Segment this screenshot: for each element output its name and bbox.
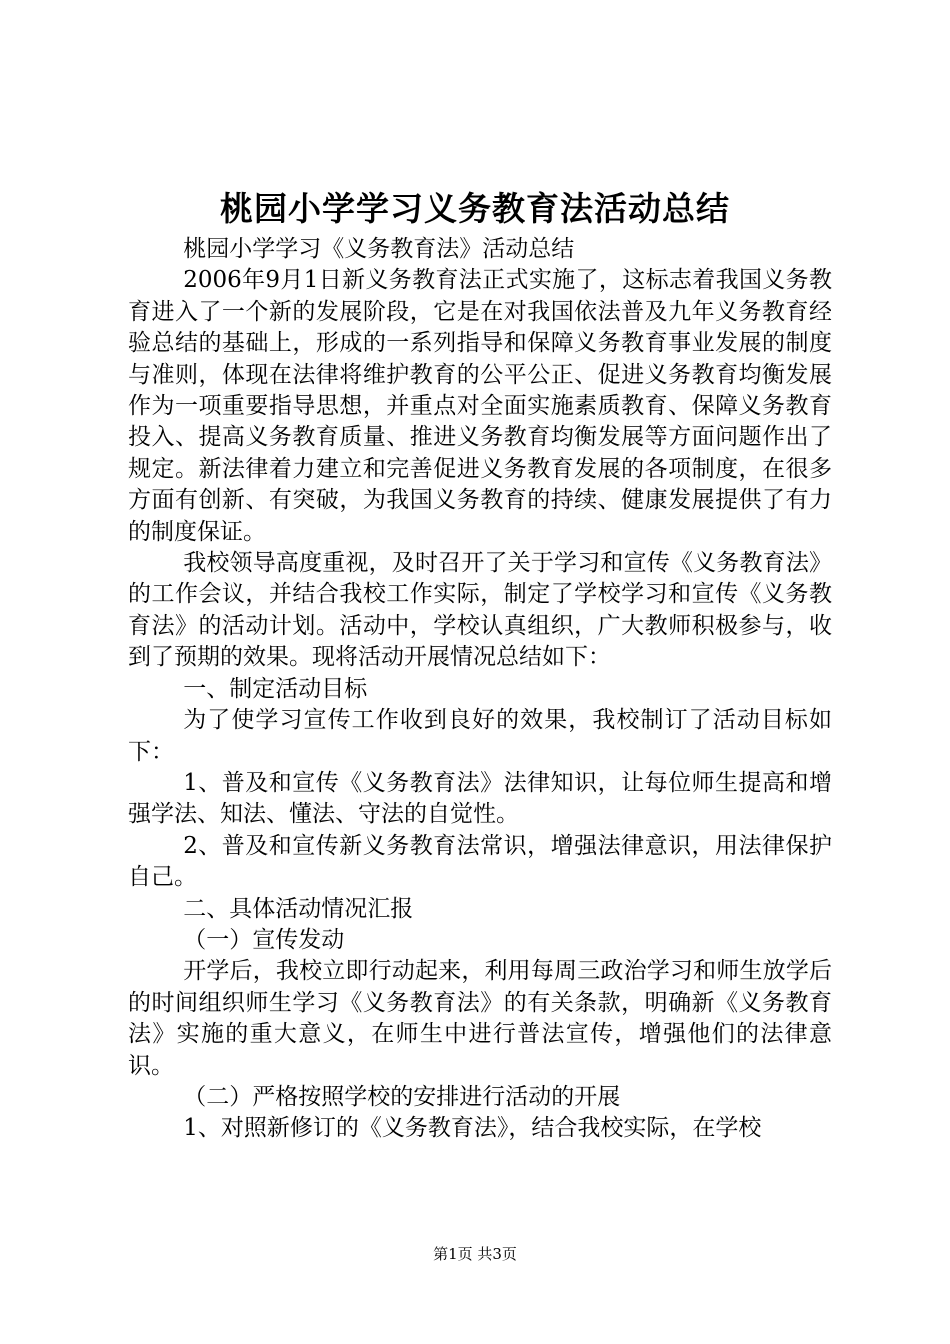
subsection-heading-publicity: （一）宣传发动 <box>183 926 345 953</box>
intro-paragraph: 2006年9月1日新义务教育法正式实施了，这标志着我国义务教育进入了一个新的发展阶段，它是在对我国依法普及九年义务教育经验总结的基础上，形成的一系列指导和保障义务教育事业发展的制度与准则，体现在法律将维护教育的公平公正、促进义务教育均衡发展作为一项重要指导思想，并重点对全面实施素质教育、保障义务教育投入、提高义务教育质量、推进义务教育均衡发展等方面问题作出了规定。新法律着力建立和完善促进义务教育发展的各项制度，在很多方面有创新、有突破，为我国义务教育的持续、健康发展提供了有力的制度保证。 <box>128 267 832 545</box>
arrangement-item-1: 1、对照新修订的《义务教育法》，结合我校实际，在学校 <box>183 1115 762 1142</box>
section-heading-activities: 二、具体活动情况汇报 <box>183 895 414 922</box>
document-body <box>128 234 832 1145</box>
subsection-heading-arrangement: （二）严格按照学校的安排进行活动的开展 <box>183 1083 621 1110</box>
goals-intro-paragraph: 为了使学习宣传工作收到良好的效果，我校制订了活动目标如下： <box>128 707 832 765</box>
page-number-footer: 第1页 共3页 <box>433 1245 517 1263</box>
subtitle-paragraph: 桃园小学学习《义务教育法》活动总结 <box>183 236 575 262</box>
goal-item-2: 2、普及和宣传新义务教育法常识，增强法律意识，用法律保护自己。 <box>128 832 832 891</box>
goal-item-1: 1、普及和宣传《义务教育法》法律知识，让每位师生提高和增强学法、知法、懂法、守法的自觉性。 <box>128 769 832 828</box>
document-title: 桃园小学学习义务教育法活动总结 <box>220 189 730 228</box>
section-heading-goals: 一、制定活动目标 <box>183 675 368 702</box>
overview-paragraph: 我校领导高度重视，及时召开了关于学习和宣传《义务教育法》的工作会议，并结合我校工作实际，制定了学校学习和宣传《义务教育法》的活动计划。活动中，学校认真组织，广大教师积极参与，收到了预期的效果。现将活动开展情况总结如下： <box>128 550 832 671</box>
publicity-paragraph: 开学后，我校立即行动起来，利用每周三政治学习和师生放学后的时间组织师生学习《义务教育法》的有关条款，明确新《义务教育法》实施的重大意义，在师生中进行普法宣传，增强他们的法律意识。 <box>128 958 832 1079</box>
